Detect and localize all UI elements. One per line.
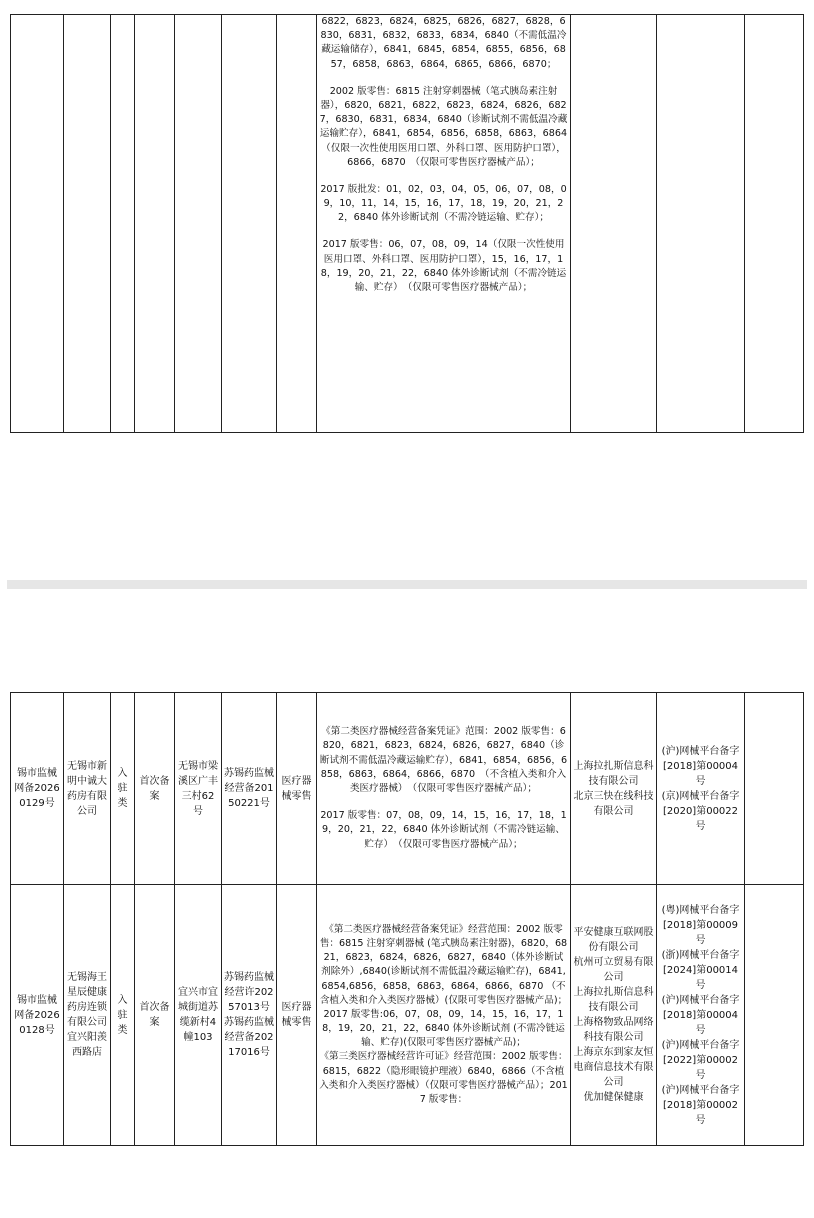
company-cell: 无锡海王星辰健康药房连锁有限公司宜兴阳羡西路店 <box>64 885 111 1146</box>
address-cell: 宜兴市宜城街道苏缆新村4幢103 <box>175 885 222 1146</box>
platform-name: 优加健保健康 <box>583 1092 644 1103</box>
scope-paragraph: 2002 版零售：6815 注射穿刺器械（笔式胰岛素注射器），6820，6821，6822，6823，6824，6826，6827，6830，6831，6834，6840（诊断试剂不需低温冷藏运输贮存），6841，6854，6856，6858，6863，6864（仅限一次性使用医用口罩、外科口罩、医用防护口罩），6866，6870 （仅限可零售医疗器械产品）； <box>319 85 568 168</box>
scope-paragraph: 2017 版批发：01，02，03，04，05，06，07，08，09，10，11，14，15，16，17，18，19，20，21，22，6840 体外诊断试剂（不需冷链运输、贮存）； <box>320 183 567 224</box>
record-no-cell: 锡市监械网备20260129号 <box>11 693 64 885</box>
business-type-cell: 医疗器械零售 <box>277 693 317 885</box>
scope-paragraph: 《第三类医疗器械经营许可证》经营范围：2002 版零售：6815，6822（隐形眼镜护理液）6840，6866（不含植入类和介入类医疗器械）（仅限可零售医疗器械产品）；2017 版零售： <box>319 1051 568 1106</box>
license-cell <box>222 15 277 433</box>
platform-record-no: (沪)网械平台备字[2022]第00002号 <box>661 1039 740 1081</box>
remark-cell <box>745 693 804 885</box>
filing-type-cell: 首次备案 <box>135 885 175 1146</box>
scope-paragraph: 6822，6823，6824，6825，6826，6827，6828，6830，6831，6832，6833，6834，6840（不需低温冷藏运输储存），6841，6845，6854，6855，6856，6857，6858，6863，6864，6865，6866，6870； <box>320 16 567 70</box>
business-type-cell: 医疗器械零售 <box>277 885 317 1146</box>
platform-name: 杭州可立贸易有限公司 <box>573 957 654 983</box>
platform-record-no: (浙)网械平台备字[2024]第00014号 <box>661 949 740 991</box>
platform-record-cell <box>657 885 745 1146</box>
table-row <box>11 693 804 885</box>
platform-name: 上海京东到家友恒电商信息技术有限公司 <box>573 1047 654 1088</box>
category-cell: 入驻类 <box>111 693 135 885</box>
scope-cell <box>317 15 571 433</box>
filing-type-cell: 首次备案 <box>135 693 175 885</box>
license-cell: 苏锡药监械经营备20150221号 <box>222 693 277 885</box>
remark-cell <box>745 15 804 433</box>
scope-paragraph: 《第二类医疗器械经营备案凭证》范围：2002 版零售：6820，6821，6823，6824，6826，6827，6840（诊断试剂不需低温冷藏运输贮存），6841，6854，6856，6858，6863，6864，6866，6870 （不含植入类和介入类医疗器械） （仅限可零售医疗器械产品）； <box>319 726 568 794</box>
platform-name: 上海拉扎斯信息科技有限公司 <box>573 760 654 787</box>
record-no-cell <box>11 15 64 433</box>
records-table-top <box>10 14 804 433</box>
platform-cell <box>571 885 657 1146</box>
scope-paragraph: 《第二类医疗器械经营备案凭证》经营范围：2002 版零售：6815 注射穿刺器械 (笔式胰岛素注射器)，6820，6821，6823，6824，6826，6827，6840（体外诊断试剂除外）,6840(诊断试剂不需低温冷藏运输贮存)，6841,6854,6856，6858，6863，6864，6866，6870 （不含植入类和介入类医疗器械）(仅限可零售医疗器械产品)；2017 版零售:06，07，08，09，14，15，16，17，18，19，20，21，22，6840 体外诊断试剂 (不需冷链运输、贮存)(仅限可零售医疗器械产品)； <box>319 923 568 1049</box>
category-cell: 入驻类 <box>111 885 135 1146</box>
filing-type-cell <box>135 15 175 433</box>
business-type-cell <box>277 15 317 433</box>
platform-record-no: (沪)网械平台备字[2018]第00004号 <box>661 994 740 1036</box>
company-cell: 无锡市新明中诚大药房有限公司 <box>64 693 111 885</box>
platform-record-cell <box>657 693 745 885</box>
platform-cell <box>571 693 657 885</box>
license-cell: 苏锡药监械经营许20257013号苏锡药监械经营备20217016号 <box>222 885 277 1146</box>
platform-name: 上海拉扎斯信息科技有限公司 <box>573 987 654 1013</box>
page-divider <box>7 580 807 589</box>
platform-record-no: (沪)网械平台备字[2018]第00002号 <box>661 1084 740 1126</box>
platform-name: 北京三快在线科技有限公司 <box>573 790 654 817</box>
platform-record-no: (京)网械平台备字[2020]第00022号 <box>661 790 740 832</box>
scope-paragraph: 2017 版零售：06，07，08，09，14（仅限一次性使用医用口罩、外科口罩、医用防护口罩），15，16，17，18，19，20，21，22，6840 体外诊断试剂（不需冷链运输、贮存） （仅限可零售医疗器械产品）； <box>320 239 567 293</box>
platform-name: 平安健康互联网股份有限公司 <box>573 927 654 953</box>
platform-record-cell <box>657 15 745 433</box>
platform-record-no: (沪)网械平台备字[2018]第00004号 <box>661 745 740 787</box>
record-no-cell: 锡市监械网备20260128号 <box>11 885 64 1146</box>
address-cell <box>175 15 222 433</box>
scope-cell <box>317 885 571 1146</box>
table-row <box>11 885 804 1146</box>
scope-paragraph: 2017 版零售：07，08，09，14，15，16，17，18，19，20，21，22，6840 体外诊断试剂（不需冷链运输、贮存） （仅限可零售医疗器械产品）； <box>320 810 567 850</box>
address-cell: 无锡市梁溪区广丰三村62号 <box>175 693 222 885</box>
platform-record-no: (粤)网械平台备字[2018]第00009号 <box>661 904 740 946</box>
remark-cell <box>745 885 804 1146</box>
company-cell <box>64 15 111 433</box>
scope-cell <box>317 693 571 885</box>
records-table-bottom <box>10 692 804 1146</box>
category-cell <box>111 15 135 433</box>
platform-name: 上海格物致品网络科技有限公司 <box>573 1017 654 1043</box>
table-row <box>11 15 804 433</box>
platform-cell <box>571 15 657 433</box>
